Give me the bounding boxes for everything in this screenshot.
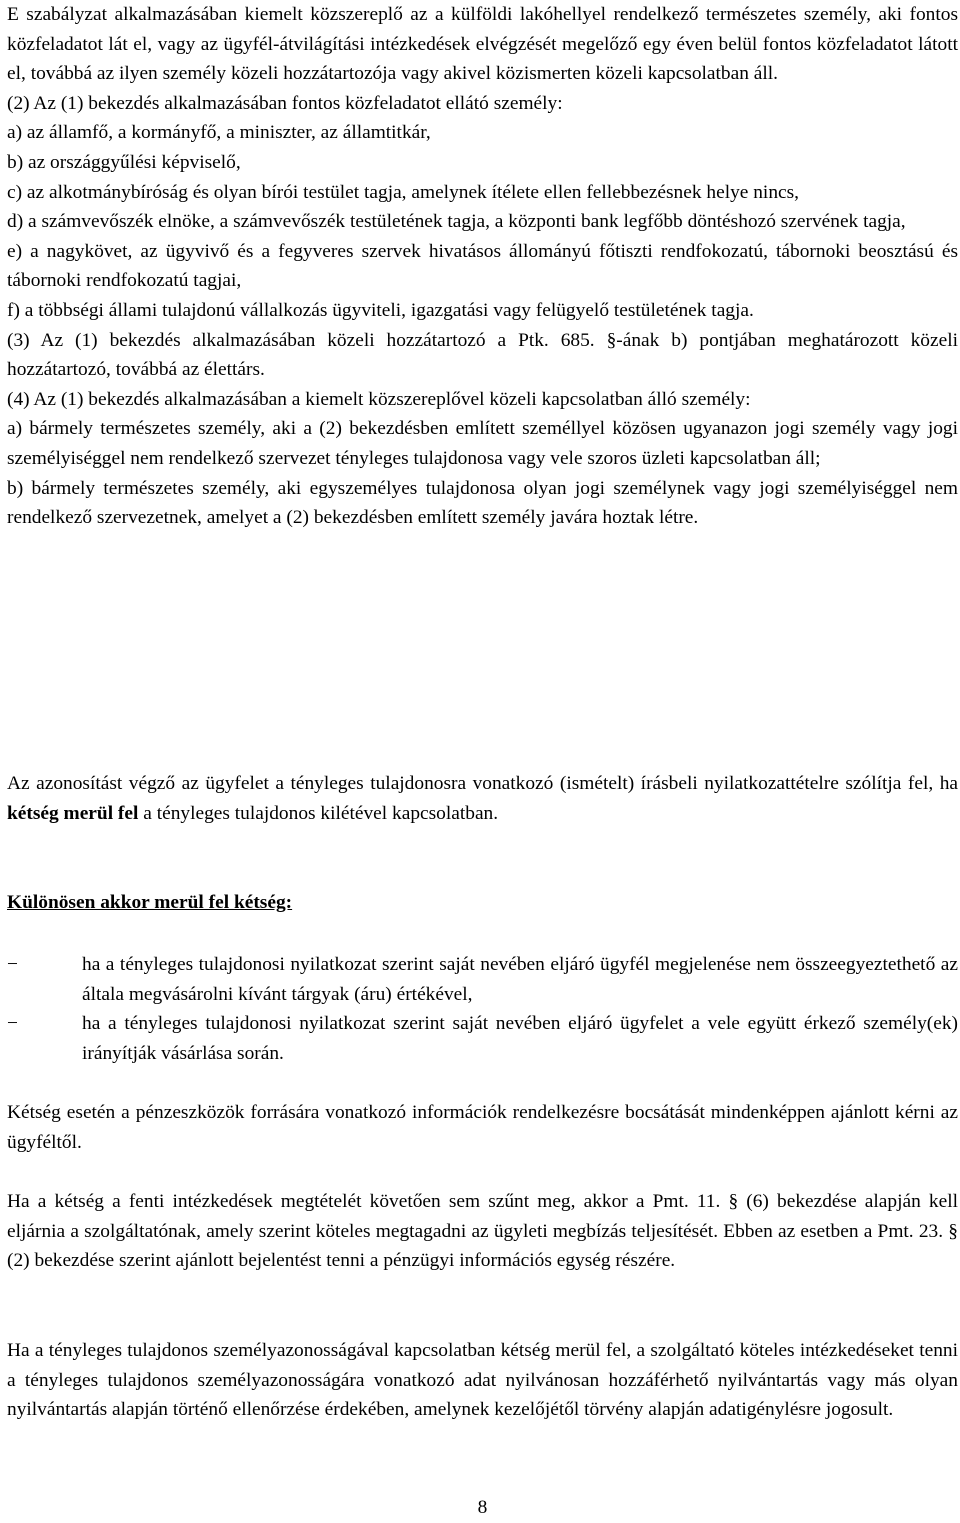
list-item-a: a) az államfő, a kormányfő, a miniszter, az államtitkár, [7, 122, 431, 144]
list-item-e: e) a nagykövet, az ügyvivő és a fegyveres szervek hivatásos állományú főtiszti rendfokozatú, tábornoki beosztású és tábornoki rendfokozatú tagjai, [7, 240, 958, 292]
doubt-item-1: ha a tényleges tulajdonosi nyilatkozat szerint saját nevében eljáró ügyfél megjelenése nem összeegyeztethető az általa megvásárolni kívánt tárgyak (áru) értékével, [82, 954, 958, 1005]
list-item [7, 950, 958, 1009]
doubt-list [7, 950, 958, 1068]
funds-source-paragraph [7, 1098, 958, 1157]
paragraph-2-heading: (2) Az (1) bekezdés alkalmazásában fontos közfeladatot ellátó személy: [7, 92, 563, 114]
intro-paragraph: E szabályzat alkalmazásában kiemelt közszereplő az a külföldi lakóhellyel rendelkező természetes személy, aki fontos közfeladatot lát el, vagy az ügyfél-átvilágítási intézkedések elvégzését megelőző egy éven belül fontos közfeladatot látott el, továbbá az ilyen személy közeli hozzátartozója vagy akivel közismerten közeli kapcsolatban áll. [7, 4, 958, 85]
verification-text: Ha a tényleges tulajdonos személyazonosságával kapcsolatban kétség merül fel, a szolgáltató köteles intézkedéseket tenni a tényleges tulajdonos személyazonosságára vonatkozó adat nyilvánosan hozzáférhető nyilvántartás vagy más olyan nyilvántartás alapján történő ellenőrzése érdekében, amelynek kezelőjétől törvény alapján adatigénylésre jogosult. [7, 1340, 958, 1421]
definition-section [7, 0, 958, 533]
identification-text-after: a tényleges tulajdonos kilétével kapcsolatban. [143, 802, 499, 824]
page-number: 8 [477, 1497, 488, 1518]
doubt-heading [7, 888, 958, 918]
doubt-item-2: ha a tényleges tulajdonosi nyilatkozat szerint saját nevében eljáró ügyfelet a vele együtt érkező személy(ek) irányítják vásárlása során. [82, 1013, 958, 1064]
paragraph-3: (3) Az (1) bekezdés alkalmazásában közeli hozzátartozó a Ptk. 685. §-ának b) pontjában meghatározott közeli hozzátartozó, továbbá az élettárs. [7, 329, 958, 381]
refusal-text: Ha a kétség a fenti intézkedések megtételét követően sem szűnt meg, akkor a Pmt. 11. § (6) bekezdése alapján kell eljárnia a szolgáltatónak, amely szerint köteles megtagadni az ügyleti megbízás teljesítését. Ebben az esetben a Pmt. 23. § (2) bekezdése szerint ajánlott bejelentést tenni a pénzügyi információs egység részére. [7, 1191, 958, 1272]
funds-source-text: Kétség esetén a pénzeszközök forrására vonatkozó információk rendelkezésre bocsátását mindenképpen ajánlott kérni az ügyféltől. [7, 1102, 958, 1153]
refusal-paragraph [7, 1187, 958, 1276]
paragraph-4-item-b: b) bármely természetes személy, aki egyszemélyes tulajdonosa olyan jogi személynek vagy jogi személyiséggel nem rendelkező szervezetnek, amelyet a (2) bekezdésben említett személy javára hoztak létre. [7, 477, 958, 529]
list-item-c: c) az alkotmánybíróság és olyan bírói testület tagja, amelynek ítélete ellen fellebbezésnek helye nincs, [7, 181, 800, 203]
verification-paragraph [7, 1336, 958, 1425]
identification-text-before: Az azonosítást végző az ügyfelet a tényleges tulajdonosra vonatkozó (ismételt) írásbeli nyilatkozattételre szólítja fel, ha [7, 773, 958, 794]
list-item-f: f) a többségi állami tulajdonú vállalkozás ügyviteli, igazgatási vagy felügyelő testületének tagja. [7, 299, 754, 321]
dash-bullet: − [7, 1013, 18, 1035]
list-item [7, 1009, 958, 1068]
paragraph-4-item-a: a) bármely természetes személy, aki a (2) bekezdésben említett személlyel közösen ugyanazon jogi személy vagy jogi személyiséggel nem rendelkező szervezet tényleges tulajdonosa vagy vele szoros üzleti kapcsolatban áll; [7, 418, 958, 469]
dash-bullet: − [7, 954, 18, 975]
identification-paragraph [7, 769, 958, 828]
paragraph-4-heading: (4) Az (1) bekezdés alkalmazásában a kiemelt közszereplővel közeli kapcsolatban álló személy: [7, 388, 751, 410]
list-item-d: d) a számvevőszék elnöke, a számvevőszék testületének tagja, a központi bank legfőbb döntéshozó szervének tagja, [7, 211, 906, 233]
doubt-emphasis: kétség merül fel [7, 802, 139, 824]
list-item-b: b) az országgyűlési képviselő, [7, 151, 241, 173]
doubt-heading-text: Különösen akkor merül fel kétség: [7, 892, 293, 913]
